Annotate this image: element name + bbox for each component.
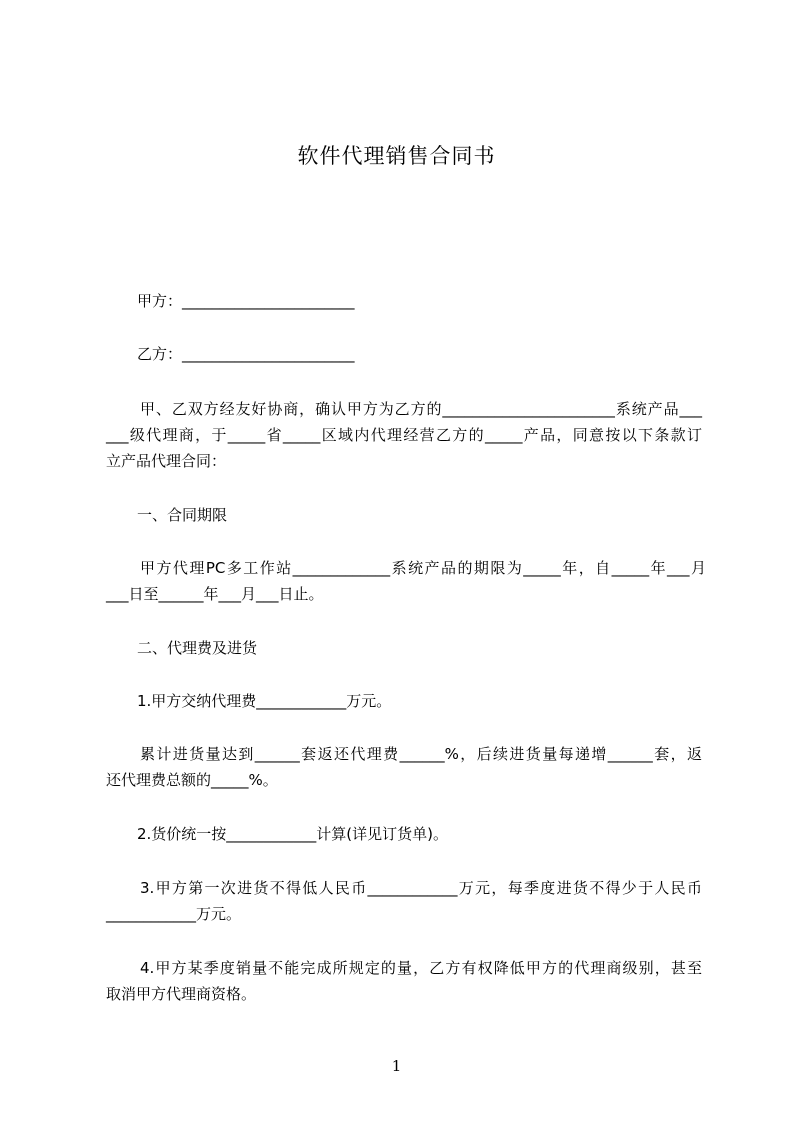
- intro-line-2: ___级代理商，于_____省_____区域内代理经营乙方的_____产品，同意按以下条款订: [106, 426, 702, 444]
- rebate-line-1: 累计进货量达到______套返还代理费______%，后续进货量每递增______套，返: [140, 745, 702, 763]
- party-b-line: 乙方：_______________________: [137, 345, 355, 363]
- intro-line-3: 立产品代理合同：: [106, 452, 227, 470]
- page-number: 1: [391, 1057, 402, 1075]
- section2-heading: 二、代理费及进货: [137, 639, 258, 657]
- item4-line-1: 4.甲方某季度销量不能完成所规定的量，乙方有权降低甲方的代理商级别，甚至: [140, 959, 702, 977]
- intro-line-1: 甲、乙双方经友好协商，确认甲方为乙方的_______________________系统产品___: [140, 400, 702, 418]
- section1-line-2: ___日至______年___月___日止。: [106, 585, 324, 603]
- section1-line-1: 甲方代理PC多工作站_____________系统产品的期限为_____年，自_____年___月: [140, 559, 706, 577]
- item4-line-2: 取消甲方代理商资格。: [106, 985, 257, 1003]
- rebate-line-2: 还代理费总额的_____%。: [106, 771, 278, 789]
- item1-line: 1.甲方交纳代理费____________万元。: [137, 692, 392, 710]
- document-title: 软件代理销售合同书: [297, 144, 496, 168]
- item2-line: 2.货价统一按____________计算(详见订货单)。: [137, 825, 449, 843]
- item3-line-2: ____________万元。: [106, 905, 242, 923]
- section1-heading: 一、合同期限: [137, 506, 228, 524]
- party-a-line: 甲方：_______________________: [137, 292, 355, 310]
- item3-line-1: 3.甲方第一次进货不得低人民币____________万元，每季度进货不得少于人民币: [140, 879, 702, 897]
